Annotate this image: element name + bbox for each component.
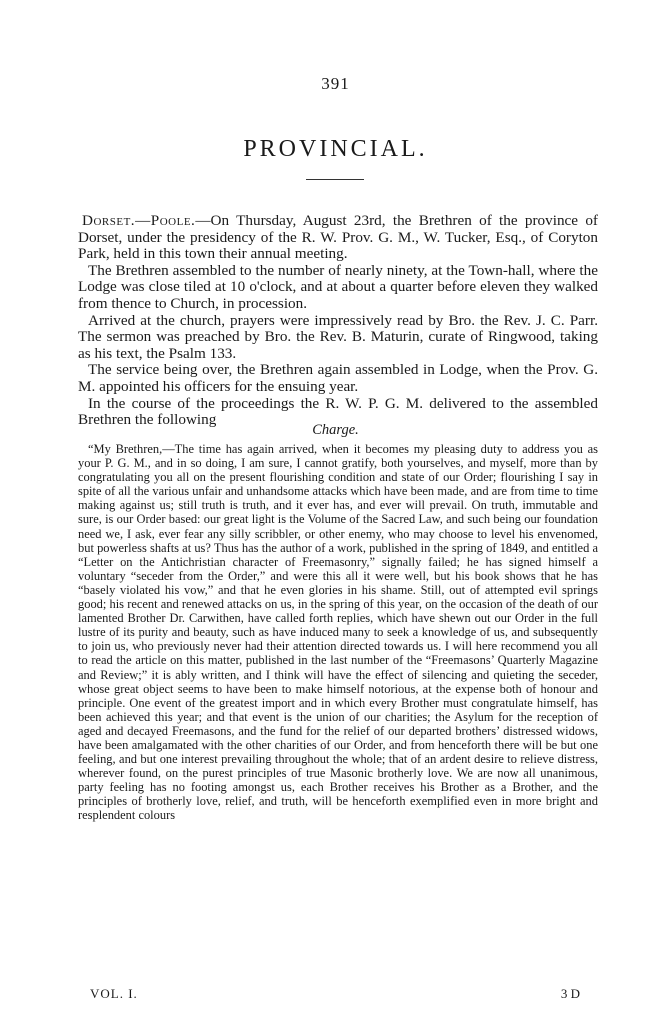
article-body [78, 213, 598, 429]
charge-text: “My Brethren,—The time has again arrived, when it becomes my pleasing duty to address you as your P. G. M., and in so doing, I am sure, I cannot gratify, both yourselves, and myself, more than by congratulating you all on the present flourishing condition and state of our Order; flourishing I say in spite of all the various unfair and unhandsome attacks which have been made, and are from time to time making against us; still truth is truth, and it ever has, and ever will prevail. On truth, immutable and sure, is our Order based: our great light is the Volume of the Sacred Law, and such being our foundation need we, I ask, ever fear any silly scribbler, or other enemy, who may choose to level his envenomed, but powerless shafts at us? Thus has the author of a work, published in the spring of 1849, and entitled a “Letter on the Antichristian character of Freemasonry,” signally failed; he has signed himself a voluntary “seceder from the Order,” and were this all it were well, but his book shows that he has “basely violated his vow,” and that he even glories in his shame. Still, out of attempted evil springs good; his recent and renewed attacks on us, in the spring of this year, on the occasion of the death of our lamented Brother Dr. Carwithen, have called forth replies, which have shewn out our Order in the full lustre of its purity and beauty, such as have induced many to seek a knowledge of us, and subsequently to join us, who previously never had their attention directed towards us. I will here recommend you all to read the article on this matter, published in the last number of the “Freemasons’ Quarterly Magazine and Review;” it is ably written, and I think will have the effect of silencing and quieting the seceder, whose great object seems to have been to make himself notorious, at the expense both of honour and principle. One event of the greatest import and in which every Brother must congratulate himself, has been achieved this year; and that event is the union of our charities; the Asylum for the reception of aged and decayed Freemasons, and the fund for the relief of our departed brothers’ distressed widows, have been amalgamated with the other charities of our Order, and from henceforth there will be but one feeling, and but one interest prevailing throughout the whole; that of an ardent desire to relieve distress, wherever found, on the purest principles of true Masonic brotherly love. We are now all unanimous, party feeling has no footing amongst us, each Brother receives his Brother as a Brother, and the principles of brotherly love, relief, and truth, will be henceforth exemplified even in more bright and resplendent colours [78, 442, 598, 823]
article-paragraph-4: The service being over, the Brethren again assembled in Lodge, when the Prov. G. M. appointed his officers for the ensuing year. [78, 361, 598, 395]
title-divider [306, 179, 364, 180]
page-number: 391 [321, 74, 350, 93]
signature-mark: 3 D [560, 986, 580, 1001]
article-paragraph-2: The Brethren assembled to the number of nearly ninety, at the Town-hall, where the Lodge was close tiled at 10 o'clock, and at about a quarter before eleven they walked from thence to Church, in procession. [78, 261, 598, 312]
article-paragraph-1 [78, 213, 598, 263]
page-title: PROVINCIAL. [243, 136, 428, 162]
place-heading: Dorset.—Poole. [82, 212, 196, 229]
page-footer [90, 986, 590, 1002]
article-paragraph-3: Arrived at the church, prayers were impressively read by Bro. the Rev. J. C. Parr. The sermon was preached by Bro. the Rev. B. Maturin, curate of Ringwood, taking as his text, the Psalm 133. [78, 311, 598, 362]
volume-label: VOL. I. [90, 986, 138, 1001]
article-paragraph-1-text: —On Thursday, August 23rd, the Brethren of the province of Dorset, under the presidency of the R. W. Prov. G. M., W. Tucker, Esq., of Coryton Park, held in this town their annual meeting. [78, 212, 598, 263]
article-paragraph-5: In the course of the proceedings the R. W. P. G. M. delivered to the assembled Brethren the following [78, 394, 598, 429]
charge-heading: Charge. [312, 422, 359, 438]
